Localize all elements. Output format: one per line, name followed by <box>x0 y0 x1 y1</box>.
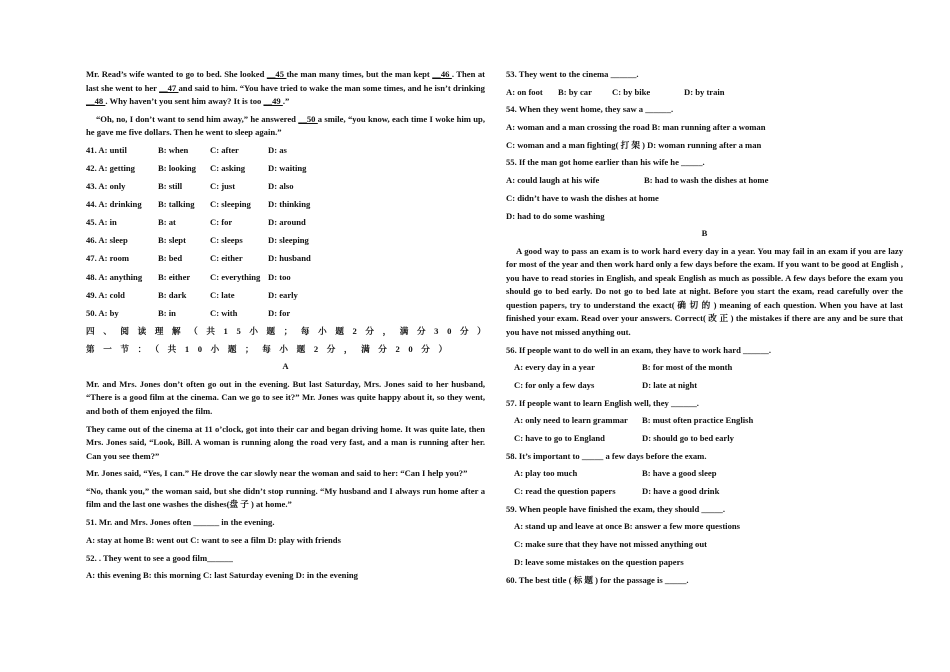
option-d: D: sleeping <box>268 235 309 246</box>
option-c: C: with <box>210 307 238 318</box>
option-b: B: for most of the month <box>642 362 733 373</box>
option-b: B: still <box>158 181 183 192</box>
option-b: B: have a good sleep <box>642 468 717 479</box>
blank-49: __49 <box>263 96 283 106</box>
text: . Why haven’t you sent him away? It is too <box>105 96 264 106</box>
question-55-options-line-1 <box>506 174 903 188</box>
option-b: B: had to wash the dishes at home <box>644 175 769 186</box>
passage-a-paragraph-2: They came out of the cinema at 11 o’clock, got into their car and began driving home. It was quite late, then Mrs. Jones said, “Look, Bill. A woman is running along the road very fast, and a man is running after her. Can you see them?” <box>86 423 485 461</box>
cloze-paragraph-1 <box>86 68 485 109</box>
left-column <box>86 68 495 587</box>
option-d: D: husband <box>268 253 311 264</box>
question-59-options-line-1: A: stand up and leave at once B: answer a few more questions <box>514 521 740 532</box>
text: and said to him. “You have tried to wake the man some times, and he isn’t drinking <box>178 82 485 93</box>
option-d: D: early <box>268 289 298 300</box>
option-a: 45. A: in <box>86 217 117 228</box>
option-b: B: by car <box>558 86 592 97</box>
question-53-options <box>506 86 903 100</box>
option-d: D: for <box>268 307 291 318</box>
blank-48: __48 <box>86 96 106 106</box>
option-c: C: read the question papers <box>514 486 616 497</box>
option-a: A: play too much <box>514 468 578 479</box>
question-60: 60. The best title ( 标 题 ) for the passage is _____. <box>506 574 689 585</box>
question-58-options-line-1 <box>506 467 903 481</box>
blank-45: __45 <box>266 69 287 79</box>
option-b: B: slept <box>158 235 186 246</box>
question-51: 51. Mr. and Mrs. Jones often ______ in the evening. <box>86 517 275 528</box>
option-d: D: too <box>268 271 291 282</box>
option-d: D: should go to bed early <box>642 433 734 443</box>
question-55-options-line-2: C: didn’t have to wash the dishes at home <box>506 192 659 203</box>
question-53: 53. They went to the cinema ______. <box>506 69 639 79</box>
text: Mr. Read’s wife wanted to go to bed. She looked <box>86 69 267 79</box>
option-b: B: looking <box>158 162 196 173</box>
question-46 <box>86 234 485 248</box>
question-57-options-line-2 <box>506 432 903 446</box>
question-54-options-line-2: C: woman and a man fighting( 打 架 ) D: woman running after a man <box>506 139 762 150</box>
question-55: 55. If the man got home earlier than his wife he _____. <box>506 157 705 168</box>
question-48 <box>86 271 485 285</box>
option-b: B: at <box>158 217 176 228</box>
option-b: B: must often practice English <box>642 415 754 426</box>
passage-a-paragraph-1: Mr. and Mrs. Jones don’t often go out in the evening. But last Saturday, Mrs. Jones said to her husband, “There is a good film at the cinema. Can we go to see it?” Mr. Jones was quite happy about it, so they went, and both of them enjoyed the film. <box>86 378 485 416</box>
passage-b-paragraph: A good way to pass an exam is to work hard every day in a year. You may fail in an exam if you are lazy for most of the year and then work hard only a few days before the exam. If you want to be good at English , you have to read stories in English, and speak English as much as possible. A few days before the exam you should go to bed early. Do not go to bed late at night. Before you start the exam, read carefully over the question papers, try to understand the exact( 确 切 的 ) meaning of each question. When you have at last finished your exam. Read over your answers. Correct( 改 正 ) the mistakes if there are any and be sure that you have not missed anything out. <box>506 245 903 337</box>
option-d: D: waiting <box>268 162 307 173</box>
option-b: B: talking <box>158 199 195 210</box>
passage-a-label: A <box>282 361 289 372</box>
option-c: C: after <box>210 144 239 155</box>
option-b: B: bed <box>158 253 183 264</box>
option-a: 50. A: by <box>86 307 119 318</box>
cloze-paragraph-2 <box>86 113 485 140</box>
option-d: D: late at night <box>642 379 698 390</box>
question-59-options-line-2: C: make sure that they have not missed anything out <box>514 539 707 550</box>
option-a: 46. A: sleep <box>86 235 128 246</box>
option-d: D: as <box>268 144 287 155</box>
option-b: B: either <box>158 271 191 282</box>
option-a: 44. A: drinking <box>86 199 142 210</box>
option-a: 48. A: anything <box>86 271 143 282</box>
option-d: D: also <box>268 181 294 192</box>
option-b: B: in <box>158 307 176 318</box>
question-56: 56. If people want to do well in an exam, they have to work hard ______. <box>506 344 771 355</box>
text: the man many times, but the man kept <box>286 69 433 79</box>
section-heading-reading: 四、阅读理解（共15小题；每小题2分，满分30分） <box>86 325 495 336</box>
question-59: 59. When people have finished the exam, they should _____. <box>506 503 726 514</box>
option-a: 43. A: only <box>86 181 126 192</box>
right-column <box>506 68 903 591</box>
passage-a-paragraph-3: Mr. Jones said, “Yes, I can.” He drove the car slowly near the woman and said to her: “Can I help you?” <box>86 468 468 479</box>
option-a: 41. A: until <box>86 144 127 155</box>
question-51-options: A: stay at home B: went out C: want to see a film D: play with friends <box>86 534 341 545</box>
option-a: 47. A: room <box>86 253 130 264</box>
question-58-options-line-2 <box>506 485 903 499</box>
text: .” <box>282 96 290 106</box>
question-43 <box>86 180 485 194</box>
option-c: C: late <box>210 289 235 300</box>
question-45 <box>86 216 485 230</box>
option-a: 42. A: getting <box>86 162 135 173</box>
question-55-options-line-3: D: had to do some washing <box>506 210 605 221</box>
question-44 <box>86 198 485 212</box>
option-b: B: dark <box>158 289 187 300</box>
question-49 <box>86 289 485 303</box>
question-50 <box>86 307 485 321</box>
passage-b-label: B <box>701 228 708 239</box>
question-59-options-line-3: D: leave some mistakes on the question papers <box>514 556 684 567</box>
option-d: D: around <box>268 217 306 228</box>
question-42 <box>86 162 485 176</box>
question-41 <box>86 144 485 158</box>
option-a: A: on foot <box>506 86 543 97</box>
blank-47: __47 <box>159 82 179 93</box>
question-58: 58. It’s important to _____ a few days before the exam. <box>506 450 707 461</box>
option-c: C: everything <box>210 271 261 282</box>
blank-50: __50 <box>298 113 318 124</box>
option-c: C: by bike <box>612 86 651 97</box>
text: . Then at last she went to her <box>86 69 485 93</box>
option-c: C: for only a few days <box>514 379 595 390</box>
option-c: C: sleeping <box>210 199 251 210</box>
question-56-options-line-2 <box>506 379 903 393</box>
text: “Oh, no, I don’t want to send him away,” he answered <box>96 113 299 124</box>
option-a: A: every day in a year <box>514 362 595 373</box>
question-54-options-line-1: A: woman and a man crossing the road B: man running after a woman <box>506 122 766 133</box>
blank-46: __46 <box>432 69 452 79</box>
option-a: A: could laugh at his wife <box>506 175 600 186</box>
section-subheading-part1: 第一节：（共10小题；每小题2分，满分20分） <box>86 343 456 354</box>
question-56-options-line-1 <box>506 361 903 375</box>
option-a: 49. A: cold <box>86 289 125 300</box>
option-c: C: have to go to England <box>514 433 605 443</box>
option-c: C: for <box>210 217 233 228</box>
option-d: D: thinking <box>268 199 311 210</box>
option-d: D: by train <box>684 86 725 97</box>
question-52-options: A: this evening B: this morning C: last Saturday evening D: in the evening <box>86 570 358 581</box>
text: a smile, “you know, each time I woke him up, he gave me five dollars. Then he went to sleep again.” <box>86 113 485 138</box>
option-d: D: have a good drink <box>642 486 720 497</box>
option-c: C: asking <box>210 162 246 173</box>
option-c: C: either <box>210 253 243 264</box>
option-b: B: when <box>158 144 189 155</box>
question-57-options-line-1 <box>506 414 903 428</box>
option-c: C: sleeps <box>210 235 243 246</box>
option-c: C: just <box>210 181 236 192</box>
question-54: 54. When they went home, they saw a ______. <box>506 104 674 115</box>
question-57: 57. If people want to learn English well, they ______. <box>506 397 699 408</box>
question-52: 52. . They went to see a good film______ <box>86 552 233 563</box>
question-47 <box>86 252 485 266</box>
option-a: A: only need to learn grammar <box>514 415 628 426</box>
passage-a-paragraph-4: “No, thank you,” the woman said, but she didn’t stop running. “My husband and I always run home after a film and the last one washes the dishes(盘 子 ) at home.” <box>86 485 485 510</box>
